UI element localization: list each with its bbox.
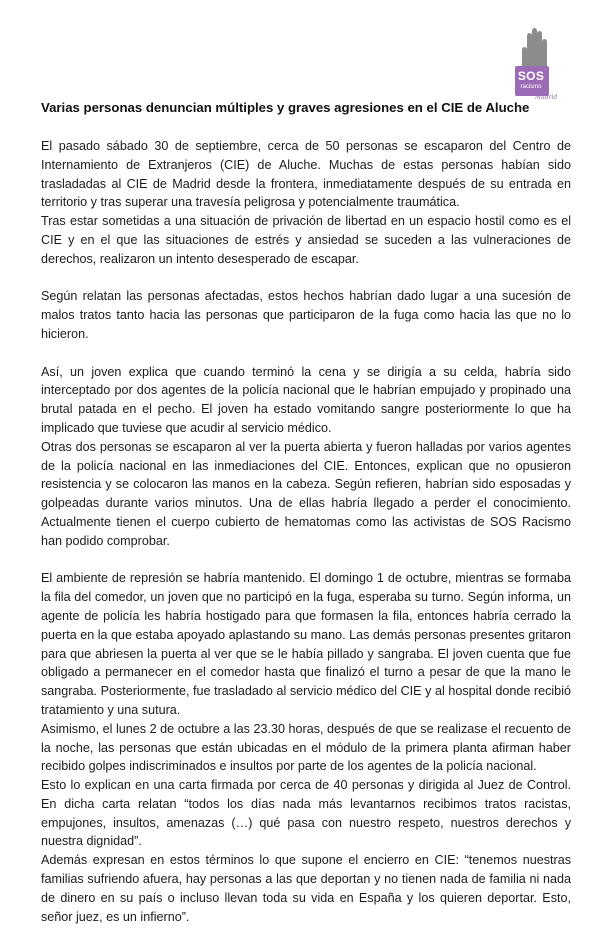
paragraph-7: Asimismo, el lunes 2 de octubre a las 23.30 horas, después de que se realizase el recuento de la noche, las personas que están ubicadas en el módulo de la primera planta afirman haber recibido golpes indiscriminados e insultos por parte de los agentes de la policía nacional. (41, 721, 571, 774)
paragraph-9: Además expresan en estos términos lo que supone el encierro en CIE: “tenemos nuestras familias sufriendo afuera, hay personas a las que deportan y no tienen nada de familia ni nada de dinero en su país o incluso llevan toda su vida en España y los quieren deportar. Esto, señor juez, es un infierno”. (41, 853, 571, 924)
logo-brand-text: SOS (517, 69, 545, 83)
paragraph-2: Tras estar sometidas a una situación de privación de libertad en un espacio hostil como es el CIE y en el que las situaciones de estrés y ansiedad se suceden a las vulneraciones de derechos, realizaron un intento desesperado de escapar. (41, 214, 571, 266)
paragraph-8: Esto lo explican en una carta firmada por cerca de 40 personas y dirigida al Juez de Control. En dicha carta relatan “todos los días nada más levantarnos recibimos tratos racistas, empujones, insultos, amenazas (…) qué pasa con nuestro respeto, nuestros derechos y nuestra dignidad”. (41, 778, 571, 849)
paragraph-3: Según relatan las personas afectadas, estos hechos habrían dado lugar a una sucesión de malos tratos tanto hacia las personas que participaron de la fuga como hacia las que no lo hicieron. (41, 289, 571, 341)
logo-sub-text: racismo (520, 84, 542, 90)
paragraph-4: Así, un joven explica que cuando terminó la cena y se dirigía a su celda, habría sido interceptado por dos agentes de la policía nacional que le habrían empujado y propinado una brutal patada en el pecho. El joven ha estado vomitando sangre posteriormente lo que ha implicado que tuviese que acudir al servicio médico. (41, 364, 571, 435)
document-title: Varias personas denuncian múltiples y graves agresiones en el CIE de Aluche (41, 100, 530, 115)
paragraph-6: El ambiente de represión se habría mantenido. El domingo 1 de octubre, mientras se formaba la fila del comedor, un joven que no participó en la fuga, esperaba su turno. Según informa, un agente de policía les habría hostigado para que formasen la fila, entonces habría cerrado la puerta en la que estaba apoyado aplastando su mano. Las demás personas presentes gritaron para que abriesen la puerta al ver que se le había pillado y sangraba. El joven cuenta que fue obligado a permanecer en el comedor hasta que finalizó el turno a pesar de que la mano le sangraba. Posteriormente, fue trasladado al servicio médico del CIE y al hospital donde recibió tratamiento y una sutura. (41, 571, 571, 717)
document-body (41, 137, 571, 926)
logo-city-text: Madrid (535, 94, 558, 101)
paragraph-1: El pasado sábado 30 de septiembre, cerca de 50 personas se escaparon del Centro de Internamiento de Extranjeros (CIE) de Aluche. Muchas de estas personas habían sido trasladadas al CIE de Madrid desde la frontera, inmediatamente después de su entrada en territorio y tras superar una travesía peligrosa y potencialmente traumática. (41, 139, 571, 210)
paragraph-5: Otras dos personas se escaparon al ver la puerta abierta y fueron halladas por varios agentes de la policía nacional en las inmediaciones del CIE. Entonces, explican que no opusieron resistencia y se colocaron las manos en la cabeza. Según refieren, habrían sido esposadas y golpeadas durante varios minutos. Una de ellas habría llegado a perder el conocimiento. Actualmente tienen el cuerpo cubierto de hematomas como las activistas de SOS Racismo han podido comprobar. (41, 439, 571, 548)
